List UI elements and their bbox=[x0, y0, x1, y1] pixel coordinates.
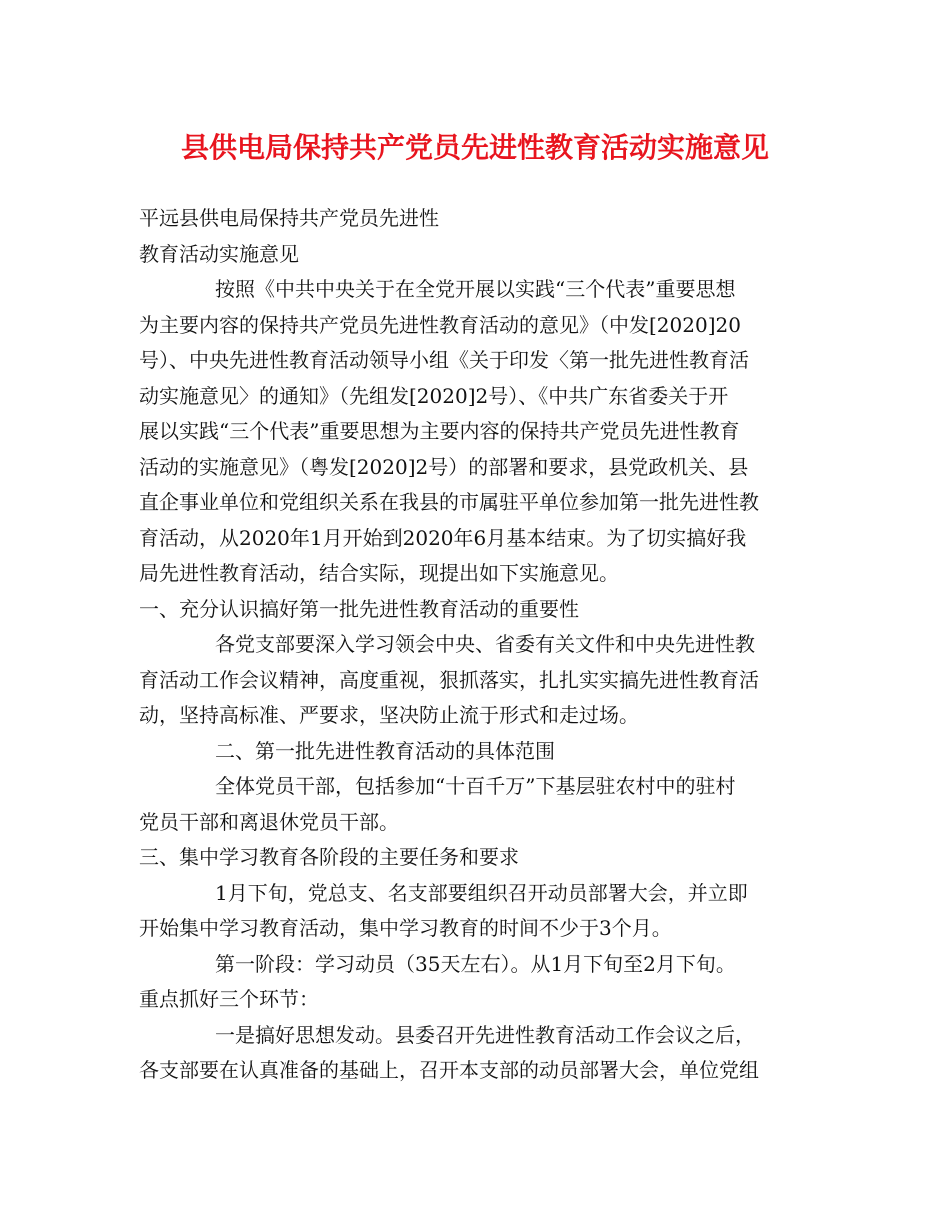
text-line: 三、集中学习教育各阶段的主要任务和要求 bbox=[139, 845, 519, 869]
text-line: 育活动，从2020年1月开始到2020年6月基本结束。为了切实搞好我 bbox=[139, 525, 747, 550]
text-line: 开始集中学习教育活动，集中学习教育的时间不少于3个月。 bbox=[139, 916, 672, 940]
text-line: 全体党员干部，包括参加“十百千万”下基层驻农村中的驻村 bbox=[215, 774, 736, 798]
text-line: 局先进性教育活动，结合实际，现提出如下实施意见。 bbox=[139, 561, 619, 585]
text-line: 党员干部和离退休党员干部。 bbox=[139, 809, 399, 834]
text-line: 各支部要在认真准备的基础上，召开本支部的动员部署大会，单位党组 bbox=[139, 1058, 759, 1082]
text-line: 教育活动实施意见 bbox=[139, 241, 299, 266]
text-line: 动实施意见〉的通知》（先组发[2020]2号）、《中共广东省委关于开 bbox=[139, 383, 729, 408]
text-line: 为主要内容的保持共产党员先进性教育活动的意见》（中发[2020]20 bbox=[139, 312, 741, 337]
text-line: 平远县供电局保持共产党员先进性 bbox=[139, 206, 439, 230]
text-line: 第一阶段：学习动员（35天左右）。从1月下旬至2月下旬。 bbox=[215, 951, 736, 976]
text-line: 育活动工作会议精神，高度重视，狠抓落实，扎扎实实搞先进性教育活 bbox=[139, 667, 759, 692]
text-line: 动，坚持高标准、严要求，坚决防止流于形式和走过场。 bbox=[139, 703, 639, 727]
document-title: 县供电局保持共产党员先进性教育活动实施意见 bbox=[180, 131, 769, 164]
text-line: 重点抓好三个环节： bbox=[139, 987, 319, 1011]
text-line: 二、第一批先进性教育活动的具体范围 bbox=[215, 738, 555, 763]
text-line: 按照《中共中央关于在全党开展以实践“三个代表”重要思想 bbox=[215, 277, 736, 301]
text-line: 一、充分认识搞好第一批先进性教育活动的重要性 bbox=[139, 596, 579, 621]
text-line: 号）、中央先进性教育活动领导小组《关于印发〈第一批先进性教育活 bbox=[139, 348, 749, 372]
text-line: 一是搞好思想发动。县委召开先进性教育活动工作会议之后， bbox=[215, 1022, 755, 1047]
document-body bbox=[139, 201, 819, 1089]
text-line: 各党支部要深入学习领会中央、省委有关文件和中央先进性教 bbox=[215, 632, 755, 656]
text-line: 活动的实施意见》（粤发[2020]2号）的部署和要求，县党政机关、县 bbox=[139, 454, 749, 479]
text-line: 1月下旬，党总支、名支部要组织召开动员部署大会，并立即 bbox=[215, 880, 748, 905]
text-line: 展以实践“三个代表”重要思想为主要内容的保持共产党员先进性教育 bbox=[139, 419, 740, 443]
text-line: 直企事业单位和党组织关系在我县的市属驻平单位参加第一批先进性教 bbox=[139, 490, 759, 514]
